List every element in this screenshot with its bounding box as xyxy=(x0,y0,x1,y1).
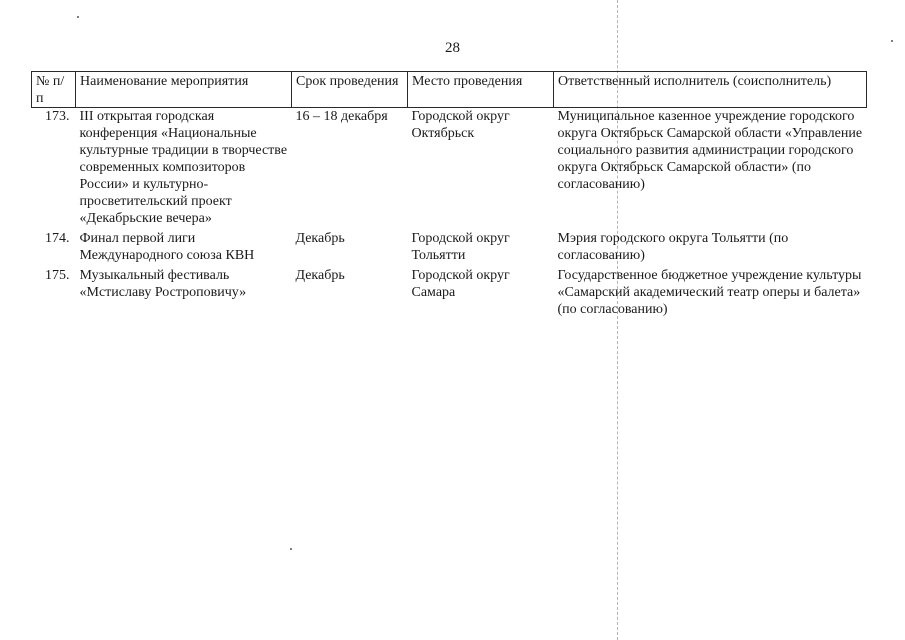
event-executor: Муниципальное казенное учреждение городского округа Октябрьск Самарской области «Управление социального развития администрации городского округа Октябрьск Самарской области» (по согласованию) xyxy=(557,109,863,192)
event-place: Городской округ Тольятти xyxy=(411,231,510,263)
event-name: Музыкальный фестиваль «Мстиславу Ростроповичу» xyxy=(79,268,247,300)
scan-speck xyxy=(290,548,292,550)
event-executor: Государственное бюджетное учреждение культуры «Самарский академический театр оперы и балета» (по согласованию) xyxy=(557,268,862,317)
event-name: Финал первой лиги Международного союза КВН xyxy=(79,231,255,263)
event-place: Городской округ Октябрьск xyxy=(411,109,510,141)
event-name: III открытая городская конференция «Национальные культурные традиции в творчестве современных композиторов России» и культурно-просветительский проект «Декабрьские вечера» xyxy=(79,109,288,226)
row-number: 173. xyxy=(45,109,70,124)
table-row xyxy=(32,230,867,267)
table-header-row xyxy=(32,72,867,108)
table-row xyxy=(32,108,867,231)
table-row xyxy=(32,267,867,321)
event-executor: Мэрия городского округа Тольятти (по согласованию) xyxy=(557,231,789,263)
event-place: Городской округ Самара xyxy=(411,268,510,300)
page-number: 28 xyxy=(445,40,460,56)
header-date: Срок проведения xyxy=(292,72,408,108)
row-number: 175. xyxy=(45,268,70,283)
event-date: Декабрь xyxy=(295,231,345,246)
header-event-name: Наименование мероприятия xyxy=(76,72,292,108)
row-number: 174. xyxy=(45,231,70,246)
event-date: 16 – 18 декабря xyxy=(295,109,388,124)
events-table xyxy=(31,71,867,321)
event-date: Декабрь xyxy=(295,268,345,283)
header-place: Место проведения xyxy=(408,72,554,108)
header-executor: Ответственный исполнитель (соисполнитель) xyxy=(554,72,867,108)
scan-speck xyxy=(77,16,79,18)
header-number: № п/п xyxy=(32,72,76,108)
